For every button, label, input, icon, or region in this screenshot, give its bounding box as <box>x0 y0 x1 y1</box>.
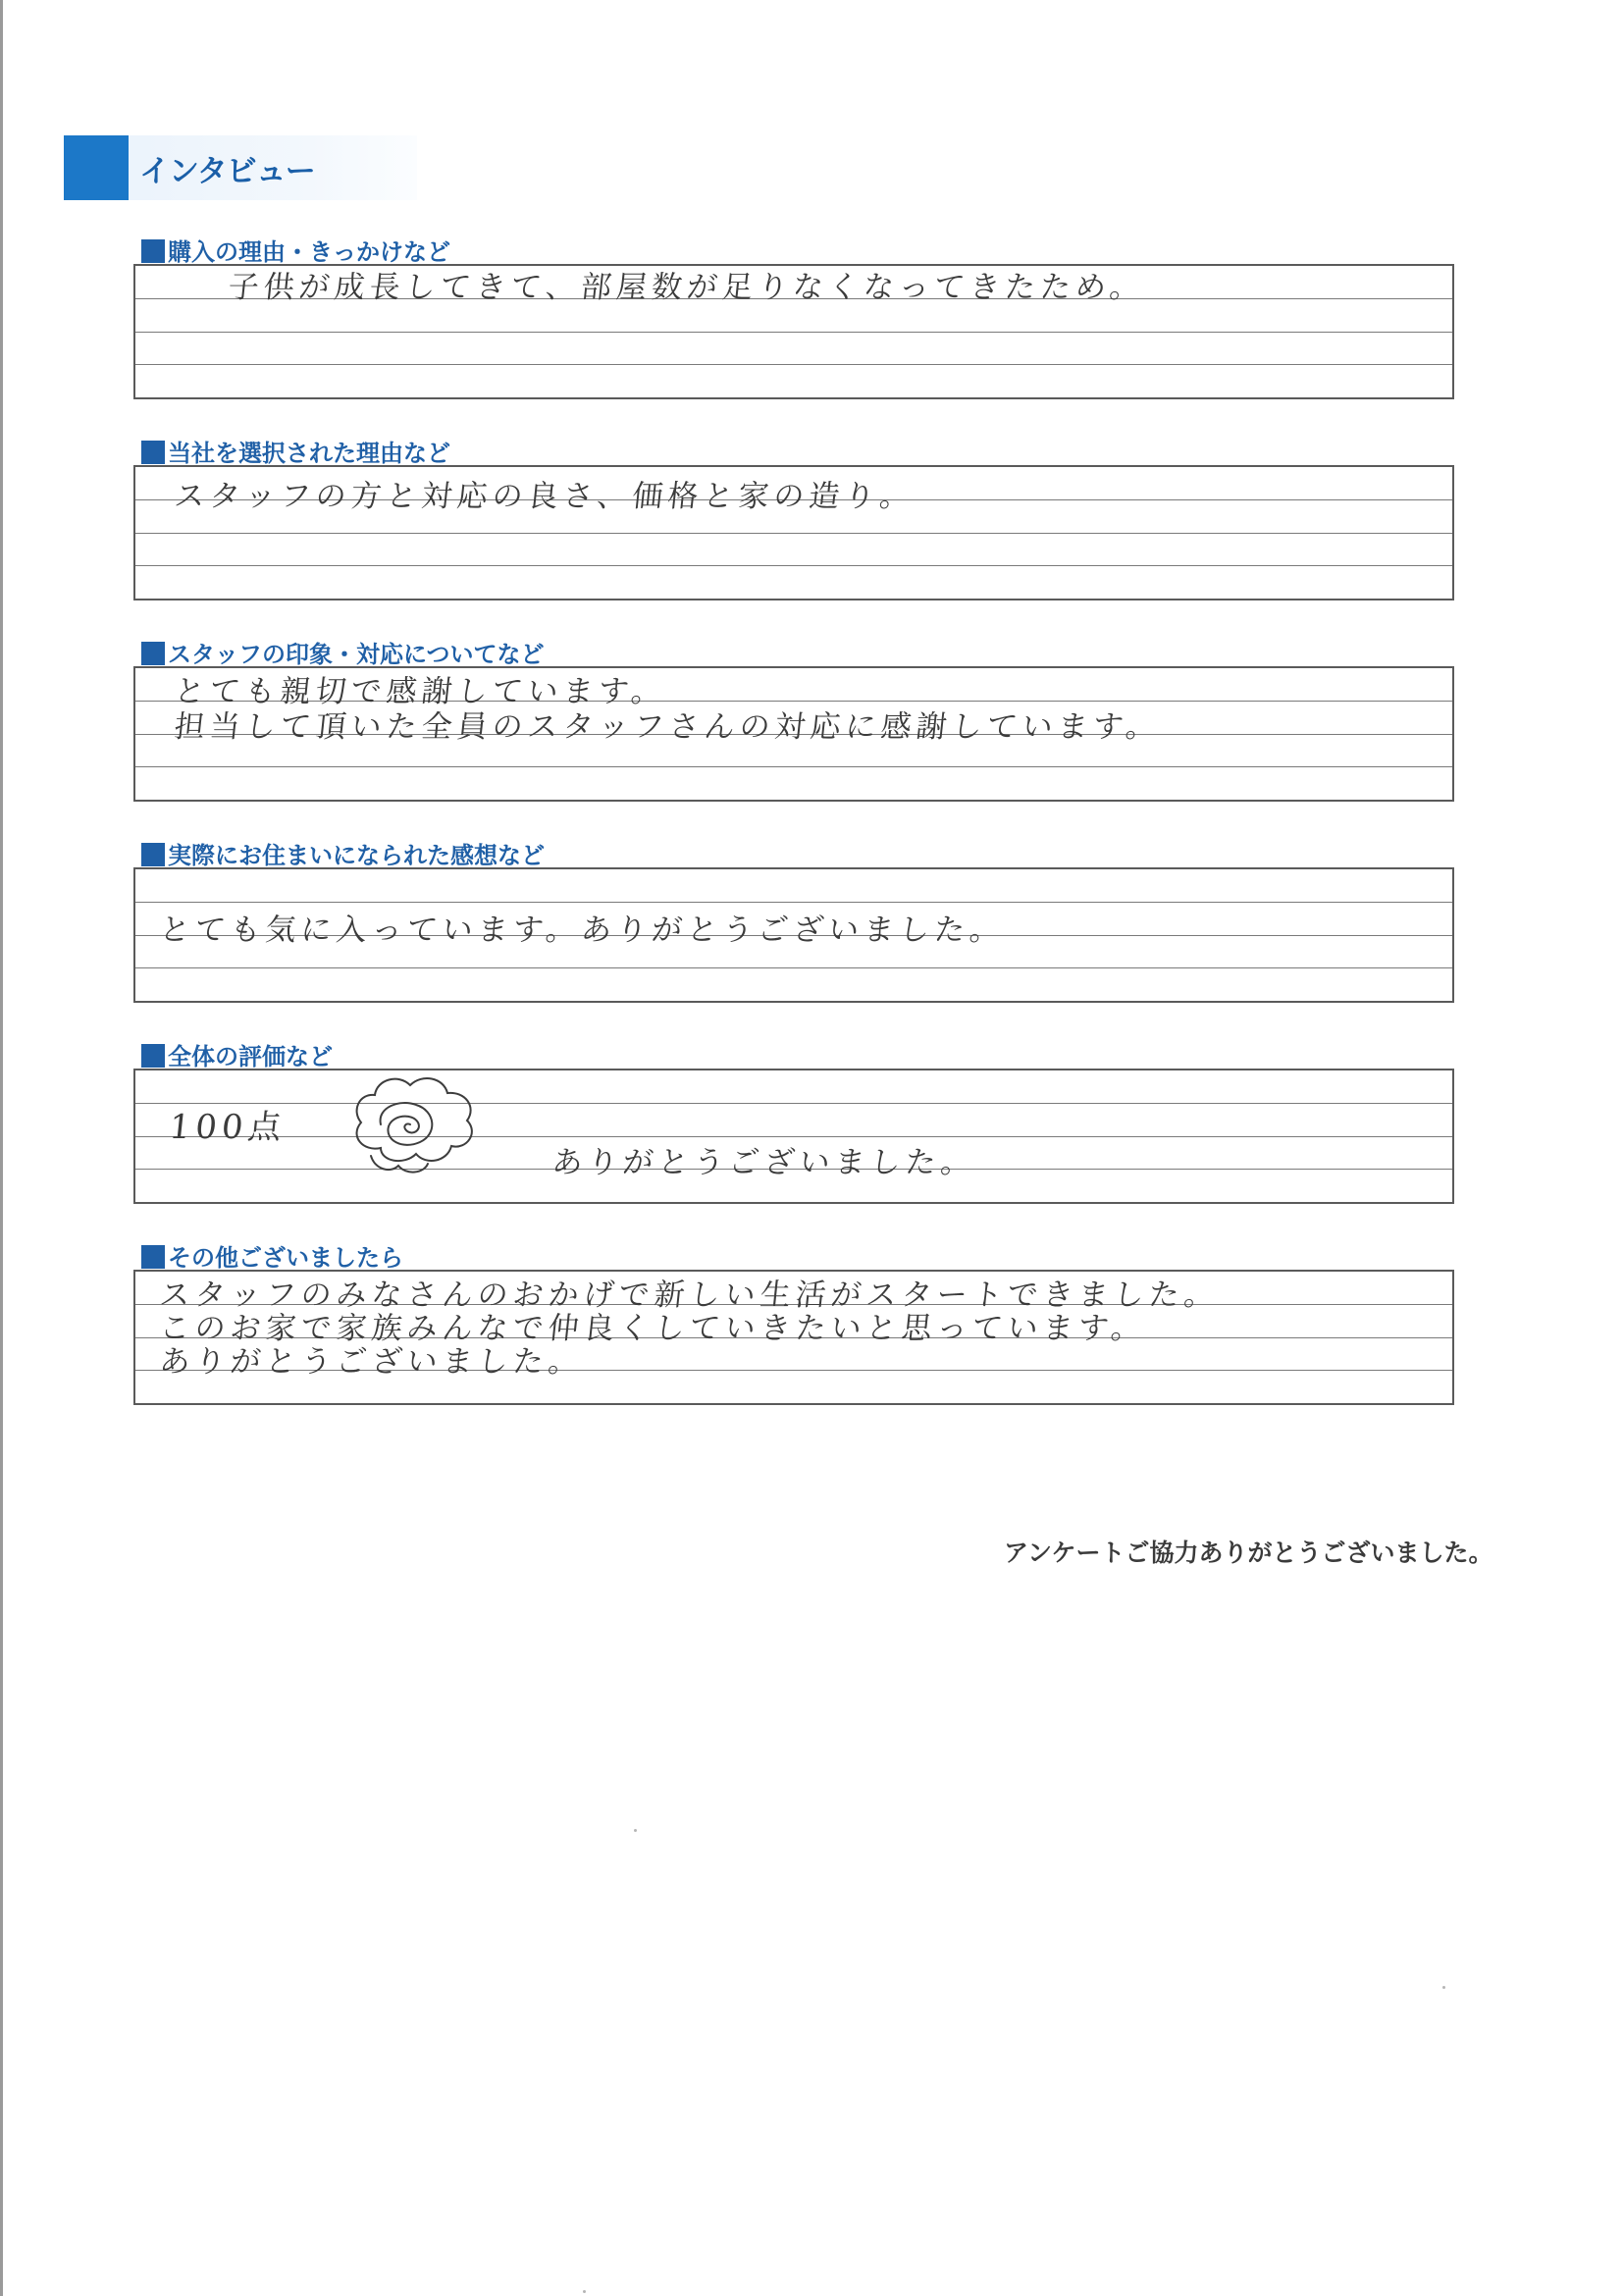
section-heading-label: 実際にお住まいになられた感想など <box>168 842 545 869</box>
section-heading-label: 全体の評価など <box>168 1043 333 1070</box>
answer-box <box>133 666 1454 802</box>
flower-doodle-icon <box>341 1071 489 1181</box>
heading-square-icon <box>141 441 165 464</box>
handwritten-answer: このお家で家族みんなで仲良くしていきたいと思っています。 <box>157 1311 1149 1346</box>
answer-box <box>133 867 1454 1003</box>
header-accent-block <box>64 135 129 200</box>
handwritten-answer: 担当して頂いた全員のスタッフさんの対応に感謝しています。 <box>172 709 1164 745</box>
heading-square-icon <box>141 1044 165 1068</box>
page-edge <box>0 0 3 2296</box>
section-heading <box>141 1037 333 1070</box>
section-heading <box>141 233 450 266</box>
closing-message: アンケートご協力ありがとうございました。 <box>1004 1539 1493 1567</box>
handwritten-answer: スタッフの方と対応の良さ、価格と家の造り。 <box>172 479 917 514</box>
section-heading <box>141 1238 403 1272</box>
scan-speck <box>583 2290 586 2293</box>
page-header <box>64 135 417 200</box>
handwritten-answer: 子供が成長してきて、部屋数が足りなくなってきたため。 <box>226 270 1147 305</box>
answer-box <box>133 1270 1454 1405</box>
page-title: インタビュー <box>139 154 315 189</box>
handwritten-answer: とても気に入っています。ありがとうございました。 <box>157 913 1008 948</box>
section-heading <box>141 635 545 668</box>
ruled-line <box>135 565 1452 566</box>
ruled-line <box>135 364 1452 365</box>
section-heading <box>141 434 450 467</box>
ruled-line <box>135 967 1452 968</box>
heading-square-icon <box>141 642 165 665</box>
ruled-line <box>135 766 1452 767</box>
heading-square-icon <box>141 239 165 263</box>
ruled-line <box>135 332 1452 333</box>
ruled-line <box>135 533 1452 534</box>
heading-square-icon <box>141 1245 165 1269</box>
scan-speck <box>1442 1986 1445 1989</box>
handwritten-answer: ありがとうございました。 <box>157 1344 586 1380</box>
section-heading-label: その他ございましたら <box>168 1244 403 1272</box>
section-heading <box>141 836 545 869</box>
heading-square-icon <box>141 843 165 866</box>
handwritten-answer: とても親切で感謝しています。 <box>172 674 669 709</box>
ruled-line <box>135 902 1452 903</box>
answer-box <box>133 1069 1454 1204</box>
handwritten-answer: ありがとうございました。 <box>550 1145 978 1180</box>
answer-box <box>133 465 1454 600</box>
section-heading-label: 当社を選択された理由など <box>168 440 450 467</box>
answer-box <box>133 264 1454 399</box>
ruled-line <box>135 1103 1452 1104</box>
section-heading-label: 購入の理由・きっかけなど <box>168 238 450 266</box>
section-heading-label: スタッフの印象・対応についてなど <box>168 641 545 668</box>
scan-speck <box>634 1829 637 1832</box>
handwritten-score: 100点 <box>167 1108 288 1147</box>
handwritten-answer: スタッフのみなさんのおかげで新しい生活がスタートできました。 <box>157 1278 1222 1313</box>
